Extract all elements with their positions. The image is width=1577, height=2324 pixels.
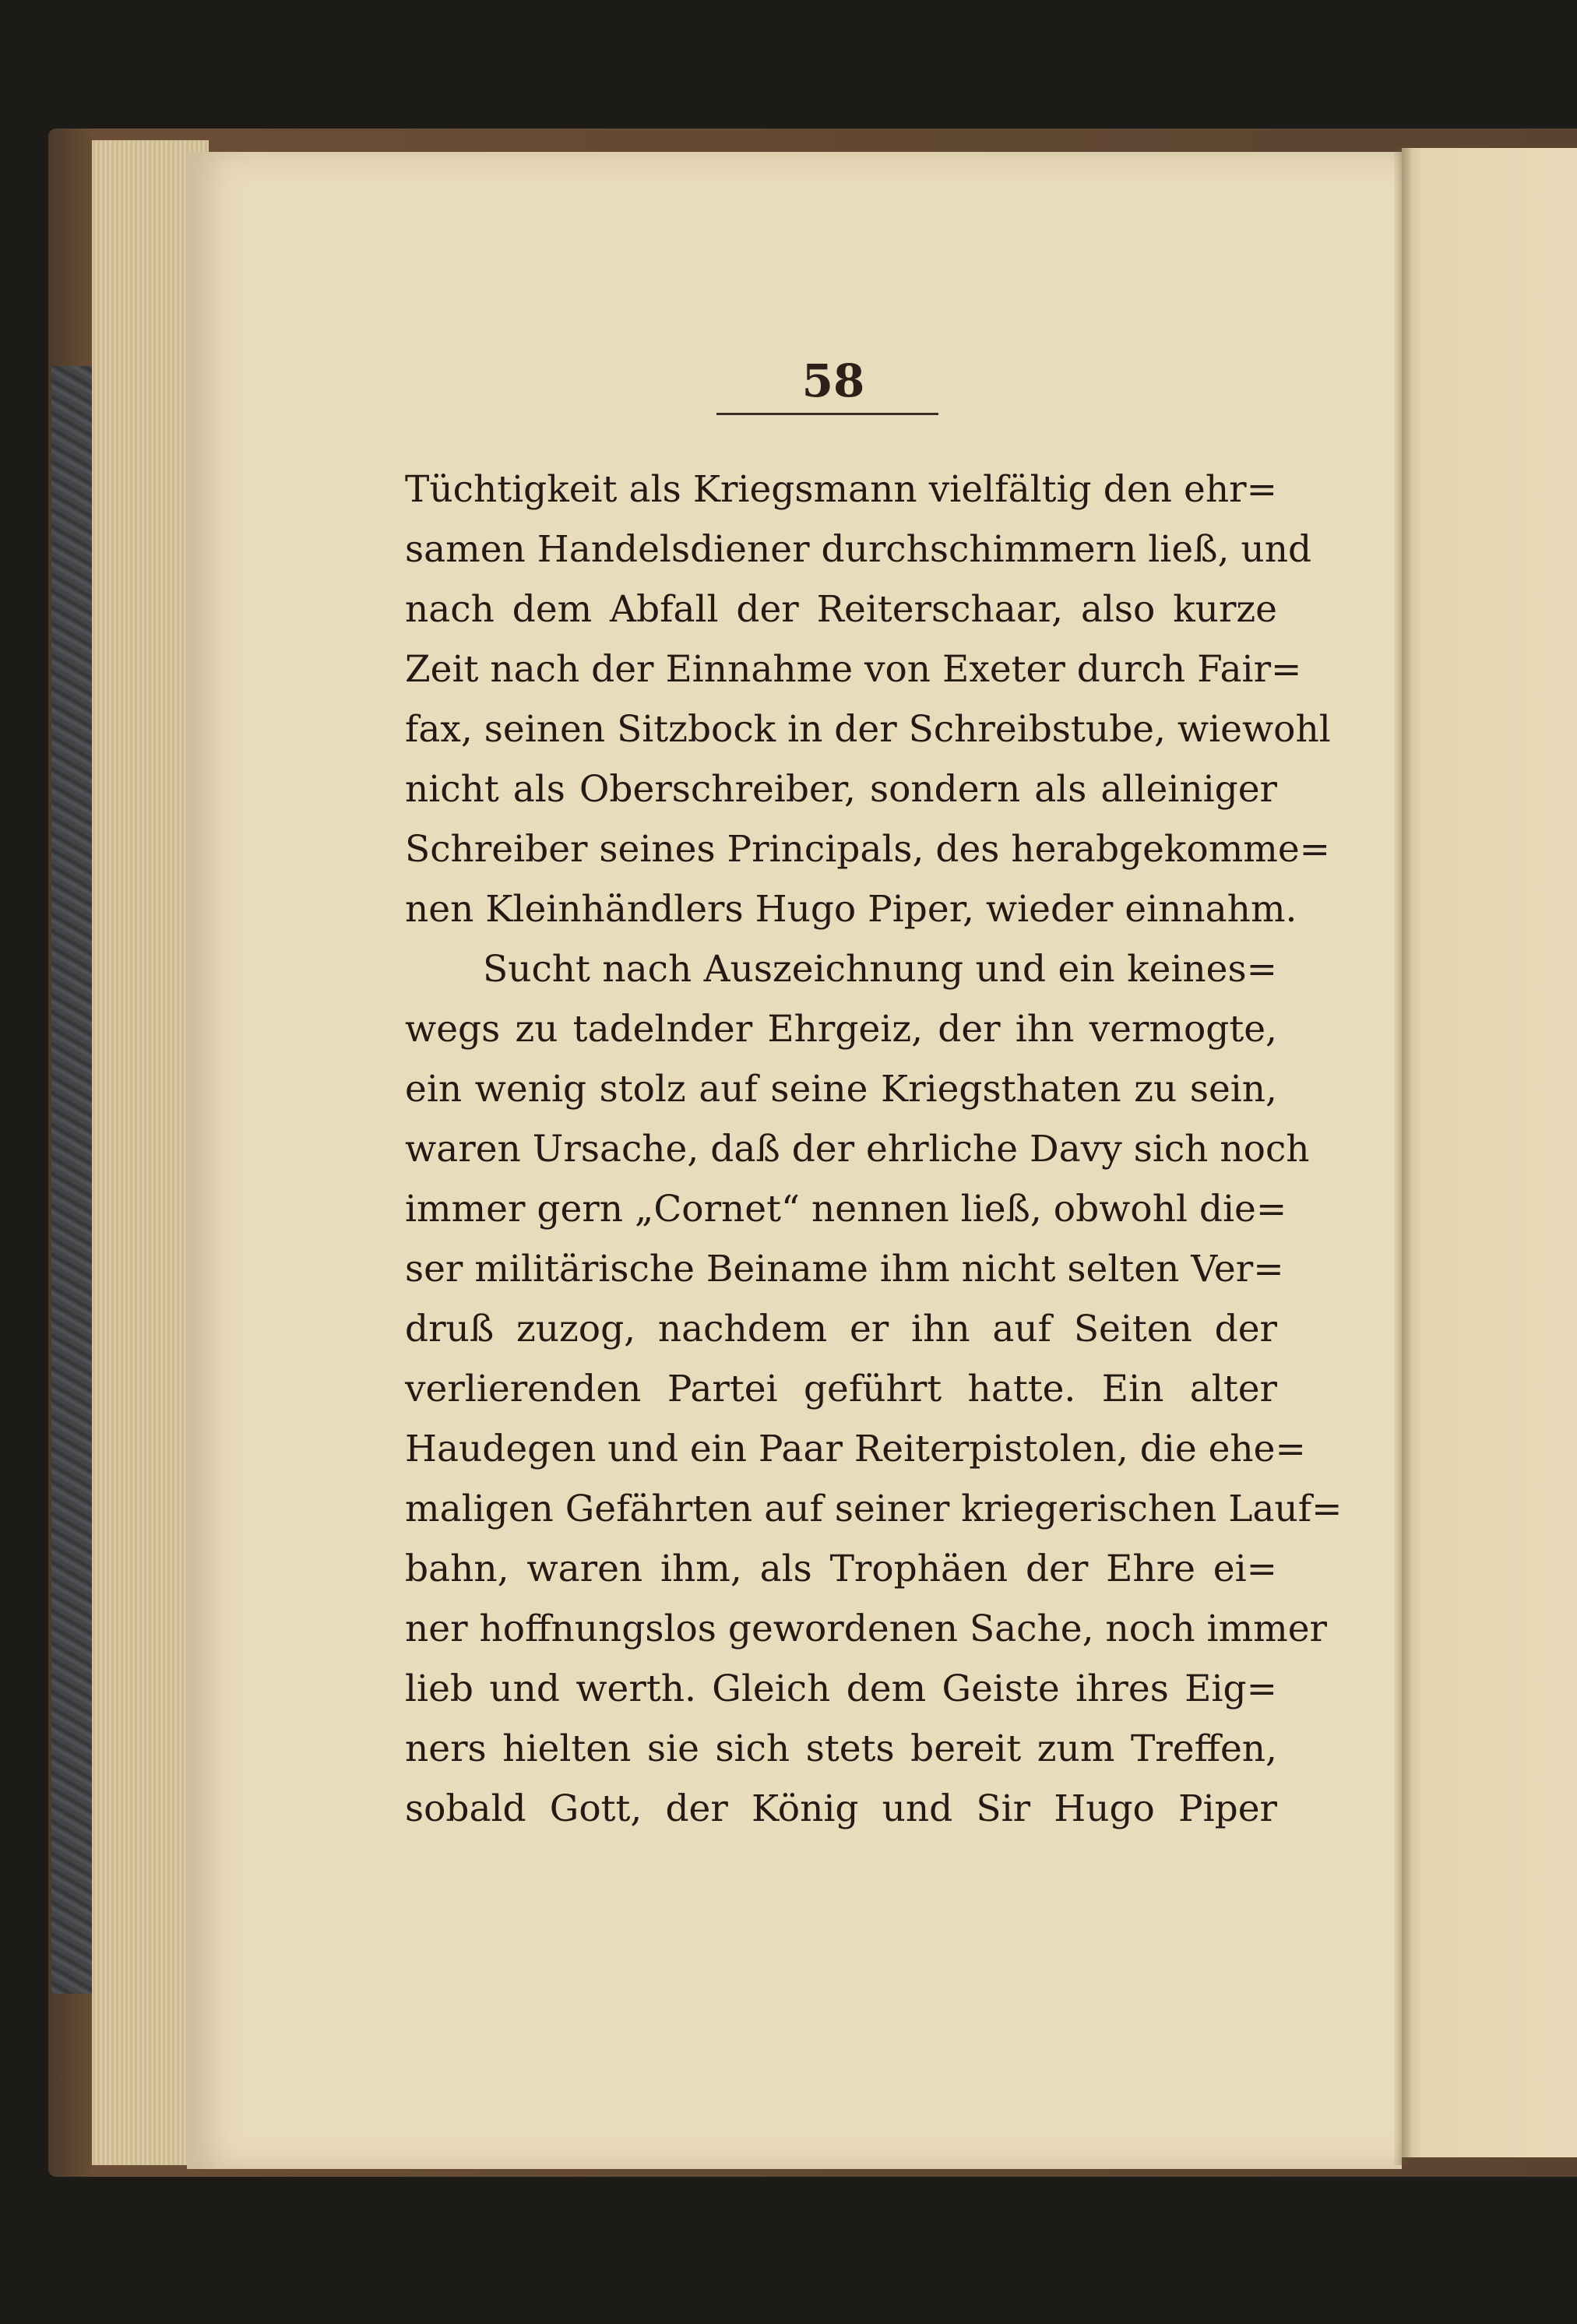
text-line: Haudegen und ein Paar Reiterpistolen, die ehe= bbox=[405, 1428, 1306, 1470]
text-line: ein wenig stolz auf seine Kriegsthaten zu sein, bbox=[405, 1068, 1277, 1111]
text-line: druß zuzog, nachdem er ihn auf Seiten der bbox=[405, 1308, 1277, 1350]
page-number: 58 bbox=[801, 354, 865, 407]
text-line: nen Kleinhändlers Hugo Piper, wieder einnahm. bbox=[405, 888, 1297, 931]
text-line: verlierenden Partei geführt hatte. Ein alter bbox=[405, 1368, 1277, 1410]
body-text bbox=[405, 460, 1343, 1839]
text-line: fax, seinen Sitzbock in der Schreibstube, wiewohl bbox=[405, 708, 1331, 751]
text-line: nicht als Oberschreiber, sondern als alleiniger bbox=[405, 768, 1277, 811]
text-line: bahn, waren ihm, als Trophäen der Ehre ei= bbox=[405, 1548, 1277, 1590]
text-line: ser militärische Beiname ihm nicht selten Ver= bbox=[405, 1248, 1284, 1291]
text-line: Zeit nach der Einnahme von Exeter durch Fair= bbox=[405, 648, 1302, 691]
page-gutter bbox=[1394, 148, 1411, 2165]
text-line: immer gern „Cornet“ nennen ließ, obwohl die= bbox=[405, 1188, 1287, 1231]
text-line: sobald Gott, der König und Sir Hugo Piper bbox=[405, 1787, 1277, 1830]
text-line: ner hoffnungslos gewordenen Sache, noch immer bbox=[405, 1607, 1327, 1650]
text-line: samen Handelsdiener durchschimmern ließ, und bbox=[405, 528, 1312, 571]
text-line: wegs zu tadelnder Ehrgeiz, der ihn vermogte, bbox=[405, 1008, 1277, 1051]
text-line: Schreiber seines Principals, des herabgekomme= bbox=[405, 828, 1331, 871]
text-line: waren Ursache, daß der ehrliche Davy sich noch bbox=[405, 1128, 1310, 1171]
text-line: nach dem Abfall der Reiterschaar, also kurze bbox=[405, 588, 1277, 631]
text-line: maligen Gefährten auf seiner kriegerischen Lauf= bbox=[405, 1488, 1343, 1530]
text-line: lieb und werth. Gleich dem Geiste ihres Eig= bbox=[405, 1667, 1277, 1710]
text-line: Sucht nach Auszeichnung und ein keines= bbox=[483, 948, 1277, 991]
header-rule bbox=[716, 413, 938, 415]
right-page-edge bbox=[1402, 148, 1577, 2157]
text-line: Tüchtigkeit als Kriegsmann vielfältig den ehr= bbox=[405, 468, 1277, 511]
text-line: ners hielten sie sich stets bereit zum Treffen, bbox=[405, 1727, 1277, 1770]
